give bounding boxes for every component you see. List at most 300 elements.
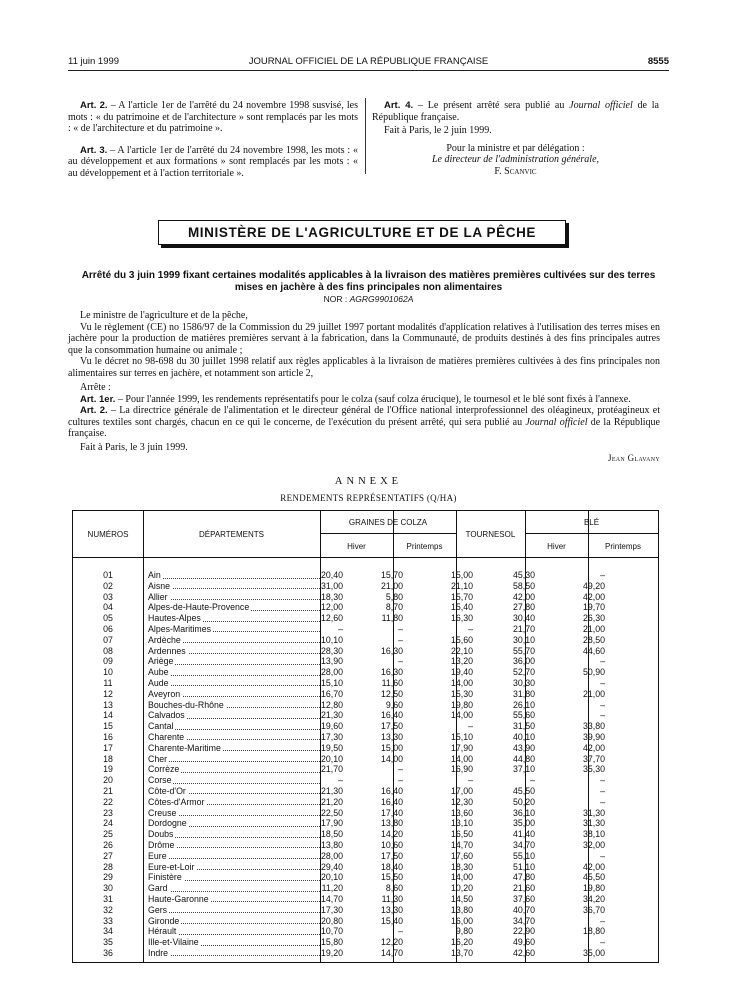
signature-scanvic: F. Scanvic	[494, 165, 537, 177]
cell-ble-printemps: 38,10	[582, 829, 605, 840]
header-ble: BLÉ	[583, 518, 600, 527]
row-number: 36	[103, 947, 113, 958]
cell-tournesol: 17,90	[450, 742, 473, 753]
arrete-word: Arrête :	[80, 382, 111, 393]
table-header-rule	[73, 557, 658, 558]
row-number: 02	[103, 580, 113, 591]
row-number: 22	[103, 796, 113, 807]
journal-officiel-ref: Journal officiel	[569, 100, 633, 111]
cell-tournesol: 15,40	[450, 602, 473, 613]
cell-colza-printemps: 15,00	[380, 742, 403, 753]
journal-title: JOURNAL OFFICIEL DE LA RÉPUBLIQUE FRANÇAISE	[248, 56, 489, 67]
table-row	[73, 721, 658, 732]
arrete-body	[68, 310, 660, 465]
departement-name: Eure	[148, 850, 167, 861]
cell-colza-printemps: 15,70	[380, 570, 403, 580]
departement-name: Gers	[148, 904, 168, 915]
row-number: 28	[103, 861, 113, 872]
departement-name: Ille-et-Vilaine	[148, 937, 199, 948]
table-row	[73, 635, 658, 646]
row-number: 17	[103, 742, 113, 753]
cell-ble-hiver: 31,50	[512, 721, 535, 732]
cell-colza-hiver: 18,30	[320, 591, 343, 602]
cell-ble-hiver: 30,30	[512, 677, 535, 688]
cell-colza-hiver: 19,60	[320, 721, 343, 732]
row-number: 24	[103, 818, 113, 829]
cell-colza-printemps: 13,30	[380, 731, 403, 742]
cell-ble-printemps: –	[600, 775, 605, 786]
cell-colza-hiver: 28,00	[320, 667, 343, 678]
cell-colza-printemps: –	[398, 926, 403, 937]
cell-tournesol: 16,20	[450, 937, 473, 948]
cell-ble-printemps: 42,00	[582, 742, 605, 753]
signature-glavany: Jean Glavany	[608, 453, 660, 463]
cell-ble-printemps: 35,30	[582, 764, 605, 775]
row-number: 10	[103, 667, 113, 678]
table-row	[73, 754, 658, 765]
cell-ble-printemps: –	[600, 570, 605, 580]
table-row	[73, 797, 658, 808]
cell-tournesol: 19,40	[450, 667, 473, 678]
departement-name: Charente-Maritime	[148, 742, 221, 753]
cell-ble-printemps: 26,30	[582, 613, 605, 624]
table-row	[73, 883, 658, 894]
cell-ble-hiver: 40,10	[512, 731, 535, 742]
cell-tournesol: 10,20	[450, 883, 473, 894]
departement-name: Gironde	[148, 915, 180, 926]
right-column	[372, 100, 659, 177]
cell-ble-printemps: –	[600, 785, 605, 796]
cell-ble-hiver: 21,60	[512, 883, 535, 894]
directeur-title: Le directeur de l'administration générale,	[431, 154, 600, 165]
table-row	[73, 613, 658, 624]
cell-colza-printemps: 8,60	[385, 883, 403, 894]
cell-tournesol: –	[468, 775, 473, 786]
cell-ble-printemps: 33,80	[582, 721, 605, 732]
cell-colza-hiver: –	[338, 623, 343, 634]
table-row	[73, 894, 658, 905]
departement-name: Aube	[148, 667, 169, 678]
row-number: 26	[103, 839, 113, 850]
cell-tournesol: 15,10	[450, 731, 473, 742]
cell-colza-printemps: 15,40	[380, 915, 403, 926]
cell-colza-printemps: 5,80	[385, 591, 403, 602]
departement-name: Corse	[148, 775, 172, 786]
table-row	[73, 840, 658, 851]
cell-colza-hiver: 15,80	[320, 937, 343, 948]
table-row	[73, 667, 658, 678]
row-number: 35	[103, 937, 113, 948]
cell-ble-hiver: –	[530, 775, 535, 786]
departement-name: Alpes-Maritimes	[148, 623, 212, 634]
arrete-title: Arrêté du 3 juin 1999 fixant certaines modalités applicables à la livraison des matières premières cultivées sur des terres mises en jachère à des fins principales non alimentaires	[81, 270, 656, 293]
article-1	[68, 394, 660, 406]
cell-tournesol: 9,80	[455, 926, 473, 937]
annexe-subtitle: RENDEMENTS REPRÉSENTATIFS (Q/HA)	[280, 493, 457, 503]
cell-ble-hiver: 35,00	[512, 818, 535, 829]
cell-ble-hiver: 37,10	[512, 764, 535, 775]
cell-colza-printemps: 16,40	[380, 710, 403, 721]
article-2-exec-text: – La directrice générale de l'alimentation et le directeur général de l'Office national interprofessionnel des oléagineux, protéagineux et cultures textiles sont chargés, chacun en ce qui le concerne, de l'exécution du présent arrêté, qui sera publié au	[68, 405, 660, 428]
cell-colza-printemps: 21,00	[380, 580, 403, 591]
row-number: 09	[103, 656, 113, 667]
table-row	[73, 905, 658, 916]
departement-name: Gard	[148, 883, 168, 894]
cell-colza-hiver: 21,30	[320, 785, 343, 796]
table-row	[73, 851, 658, 862]
cell-ble-printemps: 32,00	[582, 839, 605, 850]
cell-colza-hiver: 13,90	[320, 656, 343, 667]
cell-tournesol: 21,10	[450, 580, 473, 591]
departement-name: Dordogne	[148, 818, 187, 829]
cell-ble-printemps: 21,00	[582, 623, 605, 634]
cell-ble-hiver: 55,60	[512, 710, 535, 721]
row-number: 25	[103, 829, 113, 840]
table-row	[73, 926, 658, 937]
cell-tournesol: 15,00	[450, 570, 473, 580]
table-row	[73, 678, 658, 689]
cell-ble-printemps: 36,70	[582, 904, 605, 915]
row-number: 08	[103, 645, 113, 656]
cell-colza-printemps: 14,00	[380, 753, 403, 764]
table-row	[73, 732, 658, 743]
column-divider	[365, 98, 366, 174]
annexe-title: ANNEXE	[334, 476, 403, 487]
cell-colza-hiver: 10,10	[320, 634, 343, 645]
header-numeros: NUMÉROS	[87, 530, 129, 539]
departement-name: Doubs	[148, 829, 174, 840]
row-number: 29	[103, 872, 113, 883]
cell-colza-hiver: 20,80	[320, 915, 343, 926]
cell-colza-hiver: 20,10	[320, 872, 343, 883]
cell-colza-hiver: 17,30	[320, 731, 343, 742]
article-4-label: Art. 4.	[384, 100, 414, 111]
row-number: 30	[103, 883, 113, 894]
table-row	[73, 775, 658, 786]
cell-ble-printemps: –	[600, 656, 605, 667]
header-divider	[68, 70, 669, 71]
table-row	[73, 656, 658, 667]
table-row	[73, 818, 658, 829]
row-number: 19	[103, 764, 113, 775]
cell-colza-printemps: 11,80	[381, 613, 403, 624]
page-header	[68, 56, 669, 70]
cell-colza-printemps: 14,70	[380, 947, 403, 958]
departement-name: Eure-et-Loir	[148, 861, 195, 872]
cell-colza-hiver: 16,70	[320, 688, 343, 699]
cell-tournesol: 19,80	[450, 699, 473, 710]
cell-colza-hiver: 18,50	[320, 829, 343, 840]
departement-name: Calvados	[148, 710, 185, 721]
cell-colza-hiver: 22,50	[320, 807, 343, 818]
article-3	[68, 145, 358, 180]
cell-colza-hiver: –	[338, 775, 343, 786]
cell-ble-printemps: –	[600, 937, 605, 948]
header-tournesol: TOURNESOL	[465, 530, 516, 539]
row-number: 34	[103, 926, 113, 937]
cell-ble-hiver: 43,90	[512, 742, 535, 753]
cell-colza-printemps: 17,50	[380, 850, 403, 861]
row-number: 03	[103, 591, 113, 602]
cell-ble-hiver: 55,70	[512, 645, 535, 656]
article-2-exec-end: de la République française.	[68, 416, 660, 439]
cell-ble-printemps: –	[600, 699, 605, 710]
row-number: 33	[103, 915, 113, 926]
cell-colza-hiver: 12,60	[320, 613, 343, 624]
table-row	[73, 689, 658, 700]
cell-colza-printemps: 10,60	[380, 839, 403, 850]
article-2-label: Art. 2.	[80, 100, 108, 111]
cell-ble-printemps: –	[600, 677, 605, 688]
cell-tournesol: 14,00	[450, 872, 473, 883]
departement-name: Creuse	[148, 807, 177, 818]
header-ble-printemps: Printemps	[604, 542, 641, 551]
cell-tournesol: 15,60	[450, 634, 473, 645]
cell-colza-printemps: 16,40	[380, 796, 403, 807]
cell-colza-printemps: 17,50	[380, 721, 403, 732]
table-row	[73, 872, 658, 883]
cell-colza-printemps: –	[398, 623, 403, 634]
cell-colza-printemps: 17,40	[380, 807, 403, 818]
departement-name: Aude	[148, 677, 169, 688]
departement-name: Alpes-de-Haute-Provence	[148, 602, 250, 613]
cell-ble-hiver: 45,30	[512, 570, 535, 580]
cell-colza-printemps: –	[398, 634, 403, 645]
table-row	[73, 646, 658, 657]
left-column	[68, 100, 358, 189]
cell-colza-printemps: 15,50	[380, 872, 403, 883]
table-row	[73, 581, 658, 592]
cell-ble-printemps: 49,20	[582, 580, 605, 591]
cell-colza-hiver: 12,80	[320, 699, 343, 710]
cell-tournesol: 17,00	[450, 785, 473, 796]
cell-tournesol: 13,60	[450, 807, 473, 818]
row-number: 11	[103, 677, 113, 688]
departement-name: Cher	[148, 753, 168, 764]
cell-ble-printemps: 18,80	[582, 926, 605, 937]
departement-name: Corrèze	[148, 764, 180, 775]
table-row	[73, 808, 658, 819]
table-row	[73, 764, 658, 775]
cell-tournesol: 15,30	[450, 688, 473, 699]
row-number: 04	[103, 602, 113, 613]
header-ble-hiver: Hiver	[547, 542, 566, 551]
cell-colza-hiver: 28,00	[320, 850, 343, 861]
cell-tournesol: 15,70	[450, 591, 473, 602]
cell-colza-hiver: 17,30	[320, 904, 343, 915]
table-row	[73, 937, 658, 948]
row-number: 06	[103, 623, 113, 634]
cell-ble-hiver: 36,00	[512, 656, 535, 667]
cell-ble-hiver: 30,40	[512, 613, 535, 624]
nor-label: NOR :	[323, 294, 350, 304]
cell-colza-hiver: 21,20	[320, 796, 343, 807]
cell-ble-printemps: 37,70	[582, 753, 605, 764]
header-colza: GRAINES DE COLZA	[348, 518, 428, 527]
row-number: 12	[103, 688, 113, 699]
page-number: 8555	[647, 56, 669, 67]
row-number: 15	[103, 721, 113, 732]
cell-ble-hiver: 42,00	[512, 591, 535, 602]
row-number: 27	[103, 850, 113, 861]
cell-ble-hiver: 37,60	[512, 893, 535, 904]
cell-ble-hiver: 45,50	[512, 785, 535, 796]
cell-tournesol: 17,60	[450, 850, 473, 861]
row-number: 05	[103, 613, 113, 624]
departement-name: Hautes-Alpes	[148, 613, 201, 624]
cell-tournesol: 13,80	[450, 904, 473, 915]
departement-name: Hérault	[148, 926, 177, 937]
issue-date: 11 juin 1999	[68, 56, 120, 67]
table-body	[73, 570, 658, 959]
row-number: 16	[103, 731, 113, 742]
cell-ble-hiver: 30,10	[512, 634, 535, 645]
cell-ble-printemps: 21,00	[582, 688, 605, 699]
cell-colza-hiver: 20,10	[320, 753, 343, 764]
cell-colza-printemps: –	[398, 656, 403, 667]
table-row	[73, 570, 658, 581]
cell-colza-hiver: 17,90	[320, 818, 343, 829]
cell-colza-printemps: 14,20	[380, 829, 403, 840]
departement-name: Ardèche	[148, 634, 181, 645]
cell-ble-hiver: 44,80	[512, 753, 535, 764]
cell-tournesol: 12,30	[450, 796, 473, 807]
cell-colza-printemps: 16,40	[380, 785, 403, 796]
departement-name: Côtes-d'Armor	[148, 796, 205, 807]
table-row	[73, 624, 658, 635]
header-colza-printemps: Printemps	[406, 542, 443, 551]
cell-colza-hiver: 13,80	[320, 839, 343, 850]
cell-ble-hiver: 41,40	[512, 829, 535, 840]
ministry-heading: MINISTÈRE DE L'AGRICULTURE ET DE LA PÊCHE	[158, 220, 566, 245]
cell-ble-hiver: 58,50	[512, 580, 535, 591]
article-4-text-end: de la République française.	[372, 100, 659, 123]
cell-colza-printemps: 12,50	[380, 688, 403, 699]
vu-decret: Vu le décret no 98-698 du 30 juillet 1998 relatif aux règles applicables à la livraison de matières premières cultivées à des fins principales non alimentaires sur terres en jachère, et notamment son article 2,	[68, 356, 660, 379]
cell-ble-printemps: 39,90	[582, 731, 605, 742]
cell-ble-hiver: 22,90	[512, 926, 535, 937]
cell-colza-hiver: 14,70	[320, 893, 343, 904]
table-row	[73, 862, 658, 873]
cell-colza-printemps: 11,60	[381, 677, 403, 688]
article-2-text: – A l'article 1er de l'arrêté du 24 novembre 1998 susvisé, les mots : « du patrimoine et de l'architecture » sont remplacés par les mots : « de l'architecture et du patrimoine ».	[68, 100, 358, 134]
departement-name: Charente	[148, 731, 185, 742]
cell-colza-hiver: 20,40	[320, 570, 343, 580]
cell-colza-printemps: 13,30	[380, 904, 403, 915]
cell-ble-printemps: –	[600, 710, 605, 721]
cell-tournesol: 14,00	[450, 710, 473, 721]
cell-ble-hiver: 40,70	[512, 904, 535, 915]
cell-tournesol: –	[468, 623, 473, 634]
departement-name: Finistère	[148, 872, 182, 883]
row-number: 14	[103, 710, 113, 721]
table-row	[73, 700, 658, 711]
cell-ble-printemps: 35,00	[582, 947, 605, 958]
cell-ble-hiver: 26,10	[512, 699, 535, 710]
departement-name: Allier	[148, 591, 168, 602]
cell-colza-hiver: 11,20	[321, 883, 343, 894]
vu-reglement: Vu le règlement (CE) no 1586/97 de la Commission du 29 juillet 1997 portant modalités d'application relatives à l'utilisation des terres mises en jachère pour la production de matières premières servant à la fabrication, dans la Communauté, de produits destinés à des fins principales autres que la consommation humaine ou animale ;	[68, 321, 660, 356]
cell-colza-hiver: 28,30	[320, 645, 343, 656]
cell-tournesol: 14,50	[450, 893, 473, 904]
cell-tournesol: 13,10	[450, 818, 473, 829]
cell-tournesol: 13,20	[450, 656, 473, 667]
cell-ble-hiver: 47,80	[512, 872, 535, 883]
cell-colza-printemps: 11,30	[381, 893, 403, 904]
cell-ble-hiver: 31,80	[512, 688, 535, 699]
cell-ble-printemps: 42,00	[582, 591, 605, 602]
cell-colza-printemps: –	[398, 764, 403, 775]
departement-name: Indre	[148, 947, 169, 958]
departement-name: Cantal	[148, 721, 174, 732]
nor-reference	[68, 294, 669, 304]
cell-colza-hiver: 21,30	[320, 710, 343, 721]
row-number: 20	[103, 775, 113, 786]
pour-la-ministre: Pour la ministre et par délégation :	[446, 142, 585, 154]
article-2	[68, 100, 358, 135]
row-number: 31	[103, 893, 113, 904]
article-3-text: – A l'article 1er de l'arrêté du 24 novembre 1998, les mots : « au développement et aux formations » sont remplacés par les mots : « au développement et à l'action territoriale ».	[68, 144, 358, 179]
table-row	[73, 592, 658, 603]
article-3-label: Art. 3.	[80, 144, 108, 156]
cell-ble-printemps: 19,80	[582, 883, 605, 894]
cell-tournesol: 14,00	[450, 677, 473, 688]
article-1-text: – Pour l'année 1999, les rendements représentatifs pour le colza (sauf colza érucique), le tournesol et le blé sont fixés à l'annexe.	[115, 393, 631, 405]
yields-table	[72, 510, 659, 963]
cell-colza-printemps: 18,40	[380, 861, 403, 872]
cell-colza-hiver: 19,50	[320, 742, 343, 753]
cell-ble-printemps: 45,50	[582, 872, 605, 883]
cell-ble-hiver: 52,70	[512, 667, 535, 678]
row-number: 13	[103, 699, 113, 710]
departement-name: Aisne	[148, 580, 171, 591]
article-2-exec	[68, 405, 660, 440]
cell-colza-hiver: 19,20	[320, 947, 343, 958]
departement-name: Drôme	[148, 839, 175, 850]
cell-colza-hiver: 15,10	[320, 677, 343, 688]
article-4-text: – Le présent arrêté sera publié au	[413, 100, 570, 111]
minister-line: Le ministre de l'agriculture et de la pêche,	[80, 310, 248, 321]
departement-name: Côte-d'Or	[148, 785, 186, 796]
cell-colza-hiver: 10,70	[320, 926, 343, 937]
row-number: 23	[103, 807, 113, 818]
cell-ble-printemps: –	[600, 796, 605, 807]
cell-ble-hiver: 42,60	[512, 947, 535, 958]
cell-ble-hiver: 50,20	[512, 796, 535, 807]
row-number: 01	[103, 570, 113, 580]
cell-tournesol: 16,90	[450, 764, 473, 775]
article-2-exec-label: Art. 2.	[80, 405, 108, 416]
cell-colza-printemps: –	[398, 775, 403, 786]
cell-ble-printemps: 19,70	[582, 602, 605, 613]
cell-ble-printemps: 42,00	[582, 861, 605, 872]
cell-ble-hiver: 51,10	[512, 861, 535, 872]
table-row	[73, 948, 658, 959]
cell-ble-hiver: 55,10	[512, 850, 535, 861]
fait-a-paris-1: Fait à Paris, le 2 juin 1999.	[384, 125, 492, 136]
cell-colza-hiver: 31,00	[320, 580, 343, 591]
cell-tournesol: 16,50	[450, 829, 473, 840]
cell-tournesol: 16,30	[450, 613, 473, 624]
cell-colza-hiver: 29,40	[320, 861, 343, 872]
cell-colza-printemps: 16,30	[380, 645, 403, 656]
cell-ble-printemps: 50,90	[582, 667, 605, 678]
cell-colza-printemps: 9,60	[385, 699, 403, 710]
table-row	[73, 710, 658, 721]
cell-ble-printemps: 44,60	[582, 645, 605, 656]
table-row	[73, 786, 658, 797]
cell-ble-hiver: 34,70	[512, 839, 535, 850]
